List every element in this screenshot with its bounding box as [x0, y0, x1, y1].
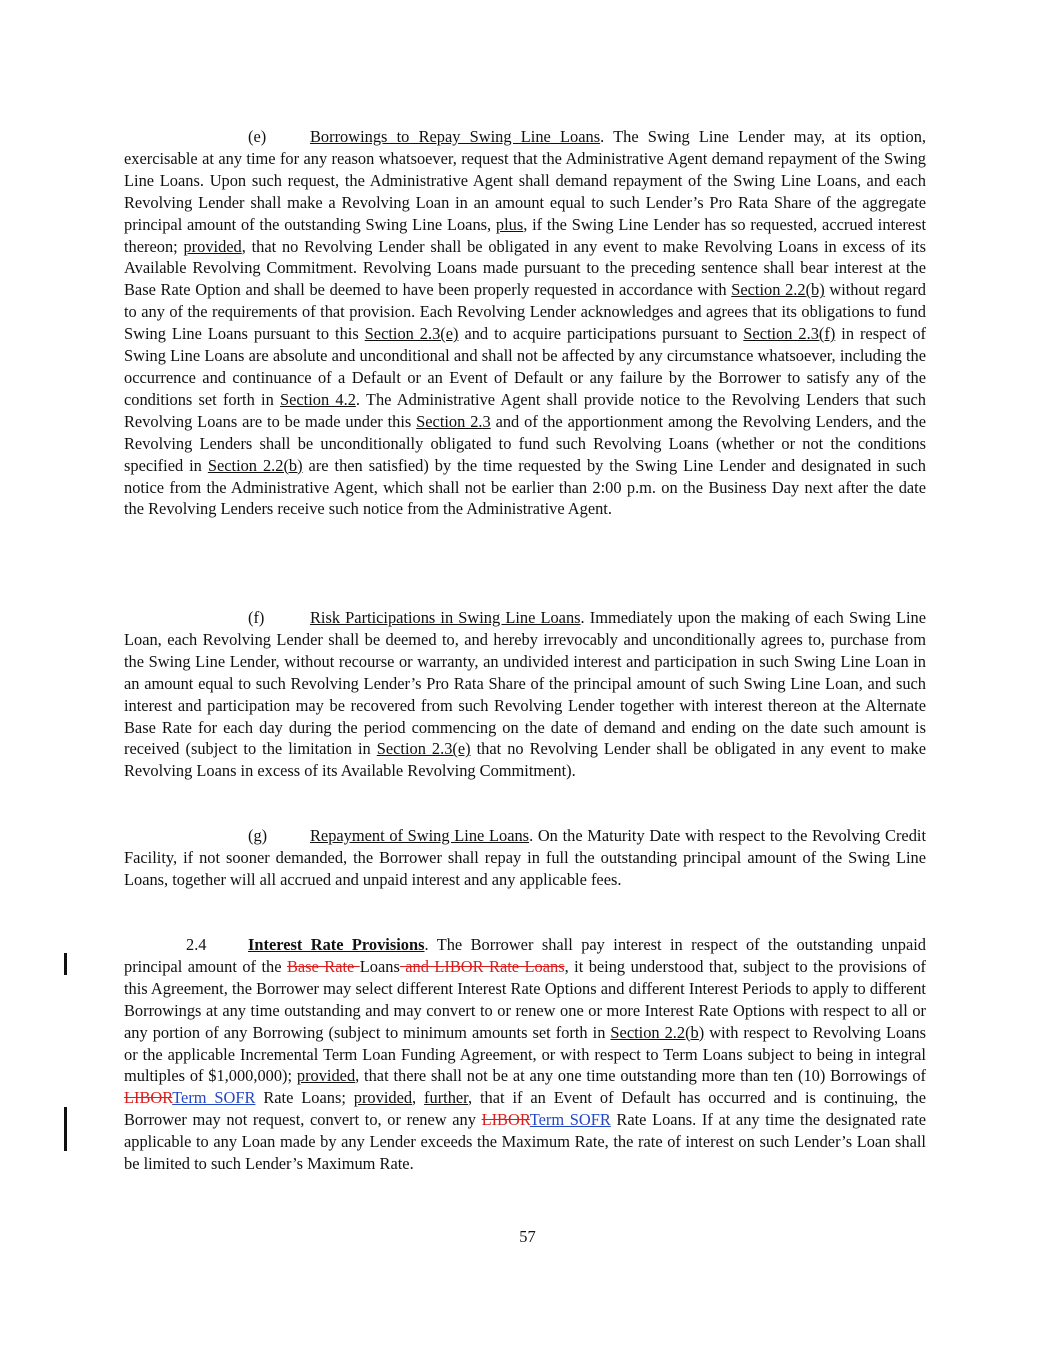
- body-text: . Immediately upon the making of each Swing Line Loan, each Revolving Lender shall be deemed to, and hereby irrevocably and unconditionally agrees to, purchase from the Swing Line Lender, without recourse or warranty, an undivided interest and participation in such Swing Line Loan in an amount equal to such Revolving Lender’s Pro Rata Share of the principal amount of such Swing Line Loan, and such interest and participation may be recovered from such Revolving Lender together with interest thereon at the Alternate Base Rate for each day during the period commencing on the date of demand and ending on the date such amount is received (subject to the limitation in: [124, 608, 926, 759]
- emphasis-term: further: [424, 1088, 468, 1108]
- inserted-text: Term SOFR: [529, 1110, 611, 1130]
- body-text: , that if an Event of Default has occurred and is continuing, the Borrower may not request, convert to, or renew any: [124, 1088, 926, 1130]
- paragraph-heading: Risk Participations in Swing Line Loans: [310, 608, 581, 627]
- body-text: . On the Maturity Date with respect to the Revolving Credit Facility, if not sooner demanded, the Borrower shall repay in full the outstanding principal amount of the Swing Line Loans, together will all accrued and unpaid interest and any applicable fees.: [124, 826, 927, 889]
- body-text: ,: [412, 1088, 425, 1108]
- paragraph-e: [124, 126, 926, 520]
- paragraph-marker: (e): [248, 127, 267, 146]
- emphasis-term: provided: [296, 1066, 356, 1086]
- body-text: in respect of Swing Line Loans are absolute and unconditional and shall not be affected by any circumstance whatsoever, including the occurrence and continuance of a Default or an Event of Default or any failure by the Borrower to satisfy any of the conditions set forth in: [124, 324, 927, 409]
- body-text: . The Borrower shall pay interest in respect of the outstanding unpaid principal amount of the: [124, 935, 926, 976]
- inserted-text: Term SOFR: [172, 1088, 256, 1108]
- body-text: that no Revolving Lender shall be obligated in any event to make Revolving Loans in excess of its Available Revolving Commitment).: [124, 739, 926, 781]
- emphasis-term: provided: [183, 236, 242, 256]
- revision-change-bar: [64, 953, 67, 975]
- section-reference: Section 2.2(b): [731, 280, 825, 300]
- body-text: , if the Swing Line Lender has so requested, accrued interest thereon;: [124, 214, 927, 256]
- section-heading: Interest Rate Provisions: [248, 935, 425, 954]
- emphasis-term: plus: [495, 214, 524, 234]
- body-text: are then satisfied) by the time requested by the Swing Line Lender and designated in such notice from the Administrative Agent, which shall not be earlier than 2:00 p.m. on the Business Day next after the date the Revolving Lenders receive such notice from the Administrative Agent.: [124, 455, 926, 519]
- body-text: without regard to any of the requirements of that provision. Each Revolving Lender acknowledges and agrees that its obligations to fund Swing Line Loans pursuant to this: [124, 280, 926, 344]
- section-2-4: [124, 934, 926, 1175]
- body-text: . The Administrative Agent shall provide notice to the Revolving Lenders that such Revolving Loans are to be made under this: [124, 389, 927, 431]
- section-reference: Section 2.3(e): [364, 324, 459, 344]
- body-text: and of the apportionment among the Revolving Lenders, and the Revolving Lenders shall be unconditionally obligated to fund such Revolving Loans (whether or not the conditions specified in: [124, 411, 926, 475]
- deleted-text: Base Rate: [286, 956, 360, 976]
- emphasis-term: provided: [353, 1088, 413, 1108]
- section-reference: Section 2.3: [416, 411, 491, 431]
- body-text: and to acquire participations pursuant to: [458, 324, 744, 344]
- deleted-text: and LIBOR Rate Loans: [399, 956, 565, 976]
- section-number: 2.4: [186, 935, 207, 954]
- paragraph-heading: Borrowings to Repay Swing Line Loans: [310, 127, 601, 146]
- section-reference: Section 2.2(b): [207, 455, 303, 475]
- paragraph-marker: (f): [248, 608, 265, 627]
- paragraph-heading: Repayment of Swing Line Loans: [310, 826, 530, 845]
- body-text: with respect to Revolving Loans or the applicable Incremental Term Loan Funding Agreement, or with respect to Term Loans subject to being in integral multiples of $1,000,000);: [124, 1022, 926, 1086]
- body-text: Rate Loans;: [255, 1088, 354, 1108]
- deleted-text: LIBOR: [124, 1088, 173, 1108]
- section-reference: Section 2.3(e): [376, 739, 471, 759]
- body-text: Rate Loans. If at any time the designated rate applicable to any Loan made by any Lender exceeds the Maximum Rate, the rate of interest on such Lender’s Loan shall be limited to such Lender’s Maximum Rate.: [124, 1110, 926, 1174]
- section-reference: Section 4.2: [280, 389, 356, 409]
- section-reference: Section 2.2(b): [610, 1022, 705, 1042]
- paragraph-f: [124, 607, 926, 782]
- deleted-text: LIBOR: [481, 1110, 530, 1130]
- body-text: , that there shall not be at any one time outstanding more than ten (10) Borrowings of: [355, 1066, 926, 1086]
- paragraph-marker: (g): [248, 826, 268, 845]
- body-text: Loans: [359, 956, 400, 976]
- body-text: . The Swing Line Lender may, at its option, exercisable at any time for any reason whatsoever, request that the Administrative Agent demand repayment of the Swing Line Loans. Upon such request, the Administrative Agent shall demand repayment of the Swing Line Loans, and each Revolving Lender shall make a Revolving Loan in an amount equal to such Lender’s Pro Rata Share of the aggregate principal amount of the outstanding Swing Line Loans,: [124, 127, 926, 234]
- section-reference: Section 2.3(f): [743, 324, 836, 344]
- revision-change-bar: [64, 1107, 67, 1151]
- page-number: 57: [519, 1227, 536, 1246]
- body-text: , that no Revolving Lender shall be obligated in any event to make Revolving Loans in excess of its Available Revolving Commitment. Revolving Loans made pursuant to the preceding sentence shall bear interest at the Base Rate Option and shall be deemed to have been properly requested in accordance with: [124, 236, 926, 300]
- paragraph-g: [124, 825, 926, 891]
- body-text: , it being understood that, subject to the provisions of this Agreement, the Borrower may select different Interest Rate Options and different Interest Periods to apply to different Borrowings at any time outstanding and may convert to or renew one or more Interest Rate Options with respect to all or any portion of any Borrowing (subject to minimum amounts set forth in: [124, 956, 927, 1042]
